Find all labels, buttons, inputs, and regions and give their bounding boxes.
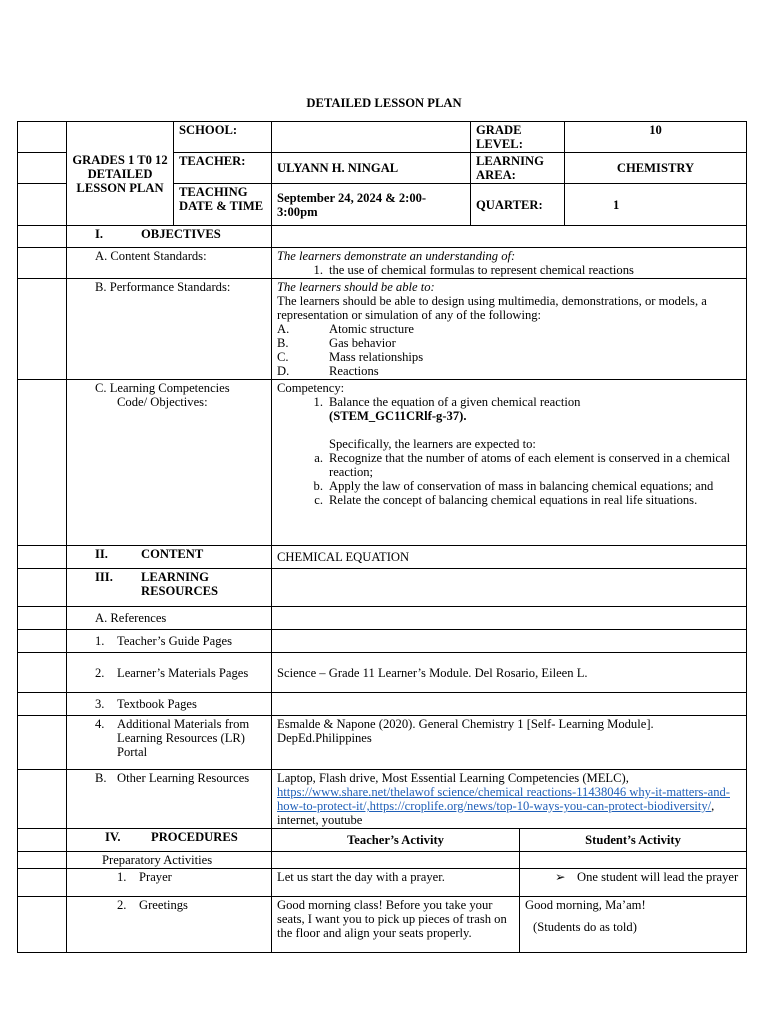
learners-materials-row (18, 653, 747, 693)
blank-cell (18, 248, 67, 279)
blank-cell (272, 630, 747, 653)
prayer-teacher: Let us start the day with a prayer. (272, 869, 520, 897)
content-standards-row (18, 248, 747, 279)
resources-heading: III. LEARNING RESOURCES (67, 569, 272, 607)
teachers-guide-label: 1. Teacher’s Guide Pages (67, 630, 272, 653)
competencies-label: C. Learning Competencies Code/ Objectives: (67, 380, 272, 546)
performance-standards-label: B. Performance Standards: (67, 279, 272, 380)
blank-cell (272, 569, 747, 607)
teachers-guide-row (18, 630, 747, 653)
content-value: CHEMICAL EQUATION (272, 546, 747, 569)
performance-standards-row (18, 279, 747, 380)
procedures-heading-row (18, 829, 747, 852)
date-value: September 24, 2024 & 2:00-3:00pm (272, 184, 471, 226)
blank-cell (18, 153, 67, 184)
blank-cell (18, 770, 67, 829)
greetings-row (18, 897, 747, 953)
additional-materials-row (18, 716, 747, 770)
other-resources-row (18, 770, 747, 829)
additional-materials-value: Esmalde & Napone (2020). General Chemistry 1 [Self- Learning Module]. DepEd.Philippines (272, 716, 747, 770)
procedures-heading: IV. PROCEDURES (67, 829, 272, 852)
content-standards-label: A. Content Standards: (67, 248, 272, 279)
grades-label: GRADES 1 T0 12 DETAILED LESSON PLAN (67, 122, 174, 226)
performance-standards-value: The learners should be able to: The learners should be able to design using multimedia, demonstrations, or models, a representation or simulation of any of the following: A. Atomic structure B. Gas behavior C. Mass relationships D. Reactions (272, 279, 747, 380)
content-standards-value: The learners demonstrate an understanding of: 1. the use of chemical formulas to represent chemical reactions (272, 248, 747, 279)
teacher-value: ULYANN H. NINGAL (272, 153, 471, 184)
other-resources-label: B. Other Learning Resources (67, 770, 272, 829)
quarter-label: QUARTER: (471, 184, 565, 226)
blank-cell (272, 852, 520, 869)
resource-link[interactable]: https://www.share.net/thelawof science/chemical reactions-11438046 why-it-matters-and-how-to-protect-it/,https://croplife.org/news/top-10-ways-you-can-protect-biodiversity/ (277, 785, 730, 813)
blank-cell (520, 852, 747, 869)
other-resources-value: Laptop, Flash drive, Most Essential Learning Competencies (MELC), https://www.share.net/thelawof science/chemical reactions-11438046 why-it-matters-and-how-to-protect-it/,https://croplife.org/news/top-10-ways-you-can-protect-biodiversity/, internet, youtube (272, 770, 747, 829)
blank-cell (18, 829, 67, 852)
blank-cell (18, 869, 67, 897)
blank-cell (18, 897, 67, 953)
textbook-row (18, 693, 747, 716)
preparatory-row (18, 852, 747, 869)
prayer-student: ➢ One student will lead the prayer (520, 869, 747, 897)
grade-value: 10 (565, 122, 747, 153)
blank-cell (18, 630, 67, 653)
blank-cell (18, 226, 67, 248)
greetings-student: Good morning, Ma’am! (Students do as told) (520, 897, 747, 953)
blank-cell (18, 122, 67, 153)
blank-cell (18, 184, 67, 226)
blank-cell (18, 380, 67, 546)
blank-cell (272, 693, 747, 716)
teacher-activity-header: Teacher’s Activity (272, 829, 520, 852)
resources-heading-row (18, 569, 747, 607)
blank-cell (18, 607, 67, 630)
prayer-label: 1. Prayer (67, 869, 272, 897)
objectives-heading: I. OBJECTIVES (67, 226, 272, 248)
blank-cell (18, 693, 67, 716)
blank-cell (18, 852, 67, 869)
blank-cell (18, 653, 67, 693)
content-row (18, 546, 747, 569)
greetings-label: 2. Greetings (67, 897, 272, 953)
blank-cell (272, 226, 747, 248)
header-row-school (18, 122, 747, 153)
grade-label: GRADE LEVEL: (471, 122, 565, 153)
student-activity-header: Student’s Activity (520, 829, 747, 852)
prayer-row (18, 869, 747, 897)
lesson-plan-table (17, 121, 747, 953)
blank-cell (18, 716, 67, 770)
school-label: SCHOOL: (174, 122, 272, 153)
blank-cell (18, 569, 67, 607)
preparatory-label: Preparatory Activities (67, 852, 272, 869)
content-heading: II. CONTENT (67, 546, 272, 569)
blank-cell (272, 607, 747, 630)
blank-cell (18, 279, 67, 380)
teacher-label: TEACHER: (174, 153, 272, 184)
additional-materials-label: 4. Additional Materials from Learning Resources (LR) Portal (67, 716, 272, 770)
page-title: DETAILED LESSON PLAN (306, 96, 462, 110)
arrow-bullet-icon: ➢ (555, 870, 566, 884)
textbook-label: 3. Textbook Pages (67, 693, 272, 716)
references-label: A. References (67, 607, 272, 630)
learners-materials-value: Science – Grade 11 Learner’s Module. Del Rosario, Eileen L. (272, 653, 747, 693)
area-label: LEARNING AREA: (471, 153, 565, 184)
competencies-row (18, 380, 747, 546)
learners-materials-label: 2. Learner’s Materials Pages (67, 653, 272, 693)
references-row (18, 607, 747, 630)
objectives-heading-row (18, 226, 747, 248)
competencies-value: Competency: 1. Balance the equation of a given chemical reaction (STEM_GC11CRlf-g-37). Specifically, the learners are expected to: a. Recognize that the number of atoms of each element is conserved in a chemical reaction; b. Apply the law of conservation of mass in balancing chemical equations; and c. Relate the concept of balancing chemical equations in real life situations. (272, 380, 747, 546)
area-value: CHEMISTRY (565, 153, 747, 184)
blank-cell (18, 546, 67, 569)
quarter-value: 1 (565, 184, 747, 226)
date-label: TEACHING DATE & TIME (174, 184, 272, 226)
school-value (272, 122, 471, 153)
greetings-teacher: Good morning class! Before you take your seats, I want you to pick up pieces of trash on the floor and align your seats properly. (272, 897, 520, 953)
